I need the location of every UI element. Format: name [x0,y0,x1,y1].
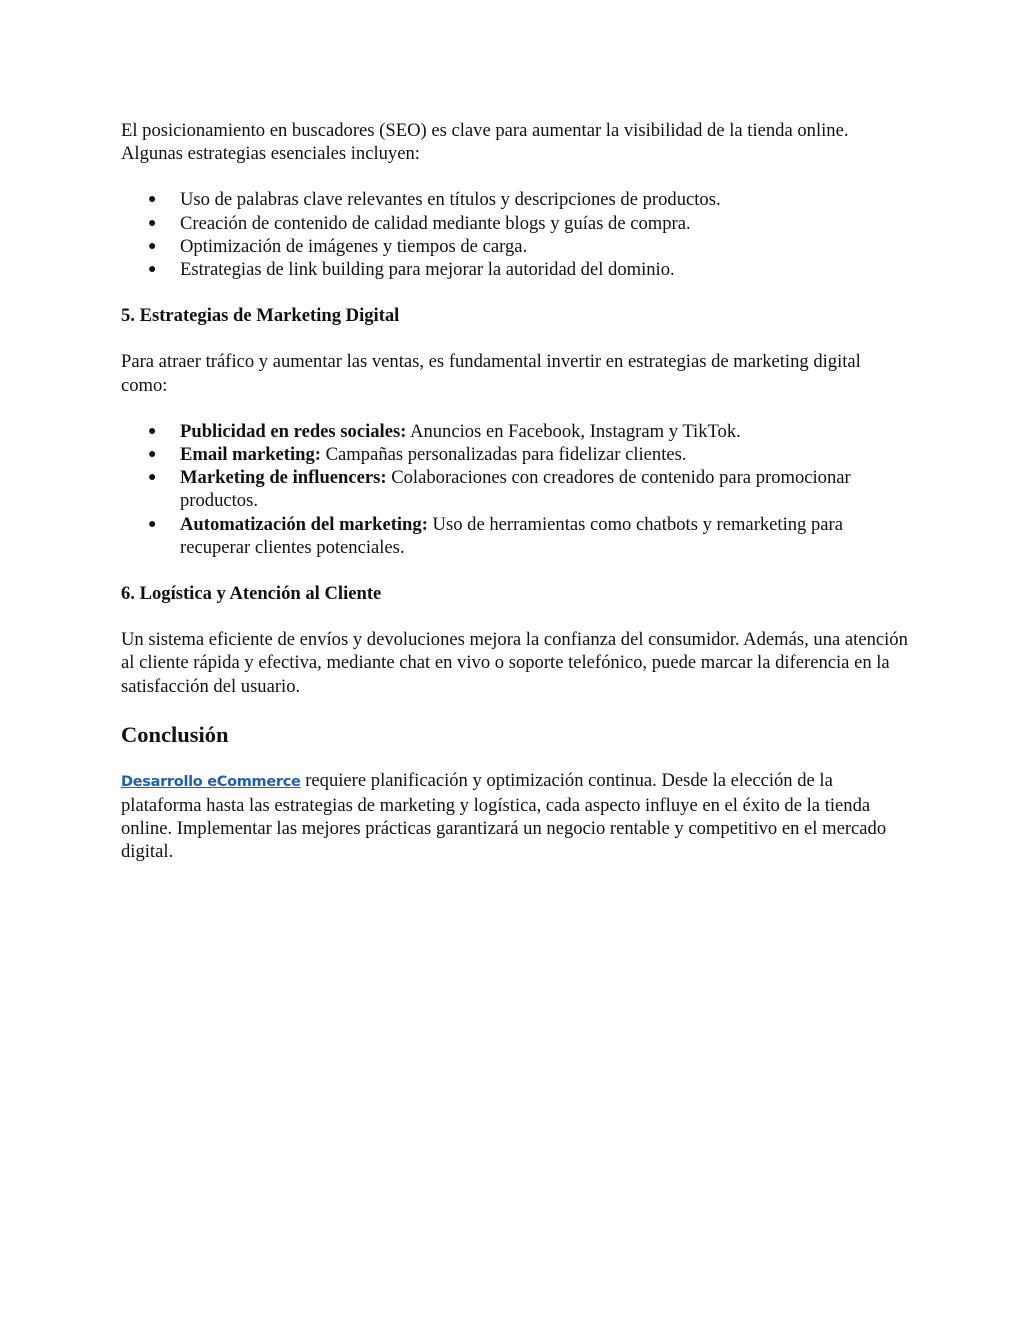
desarrollo-ecommerce-link[interactable]: Desarrollo eCommerce [121,773,301,790]
list-item [121,513,911,559]
list-item: ● Uso de palabras clave relevantes en títulos y descripciones de productos. [148,189,721,211]
item-term: Publicidad en redes sociales: [180,420,407,442]
conclusion-heading: Conclusión [121,721,229,747]
conclusion-text: requiere planificación y optimización continua. Desde la elección de la plataforma hasta las estrategias de marketing y logística, cada aspecto influye en el éxito de la tienda online. Implementar las mejores prácticas garantizará un negocio rentable y competitivo en el mercado digital. [121,769,887,863]
section-6-paragraph: Un sistema eficiente de envíos y devoluciones mejora la confianza del consumidor. Además, una atención al cliente rápida y efectiva, mediante chat en vivo o soporte telefónico, puede marcar la diferencia en la satisfacción del usuario. [121,629,908,697]
item-text: Colaboraciones con creadores de contenido para promocionar productos. [180,467,851,512]
section-5-intro: Para atraer tráfico y aumentar las ventas, es fundamental invertir en estrategias de marketing digital como: [121,351,861,396]
bullet-icon: ● [148,470,157,486]
bullet-icon: ● [148,447,157,463]
bullet-icon: ● [148,262,157,278]
conclusion-paragraph [121,769,911,864]
list-item: ● Estrategias de link building para mejorar la autoridad del dominio. [148,259,675,281]
item-text: Campañas personalizadas para fidelizar clientes. [321,444,687,466]
item-term: Marketing de influencers: [180,467,387,489]
marketing-strategies-list [121,420,911,559]
list-item: ● Creación de contenido de calidad mediante blogs y guías de compra. [148,212,691,234]
list-item [121,420,911,443]
list-item: ● Optimización de imágenes y tiempos de carga. [148,235,528,257]
seo-strategies-list [121,188,911,281]
bullet-icon: ● [148,215,157,231]
item-text: Anuncios en Facebook, Instagram y TikTok. [406,420,741,442]
item-term: Email marketing: [180,444,321,466]
seo-intro-paragraph: El posicionamiento en buscadores (SEO) es clave para aumentar la visibilidad de la tienda online. Algunas estrategias esenciales incluyen: [121,120,849,165]
section-5-heading: 5. Estrategias de Marketing Digital [121,305,400,327]
bullet-icon: ● [148,516,157,532]
list-item [121,443,911,466]
section-6-heading: 6. Logística y Atención al Cliente [121,583,382,605]
item-text: Uso de herramientas como chatbots y remarketing para recuperar clientes potenciales. [180,513,843,558]
document-page [121,119,911,864]
bullet-icon: ● [148,423,157,439]
bullet-icon: ● [148,192,157,208]
list-item [121,466,911,512]
item-term: Automatización del marketing: [180,513,428,535]
bullet-icon: ● [148,238,157,254]
